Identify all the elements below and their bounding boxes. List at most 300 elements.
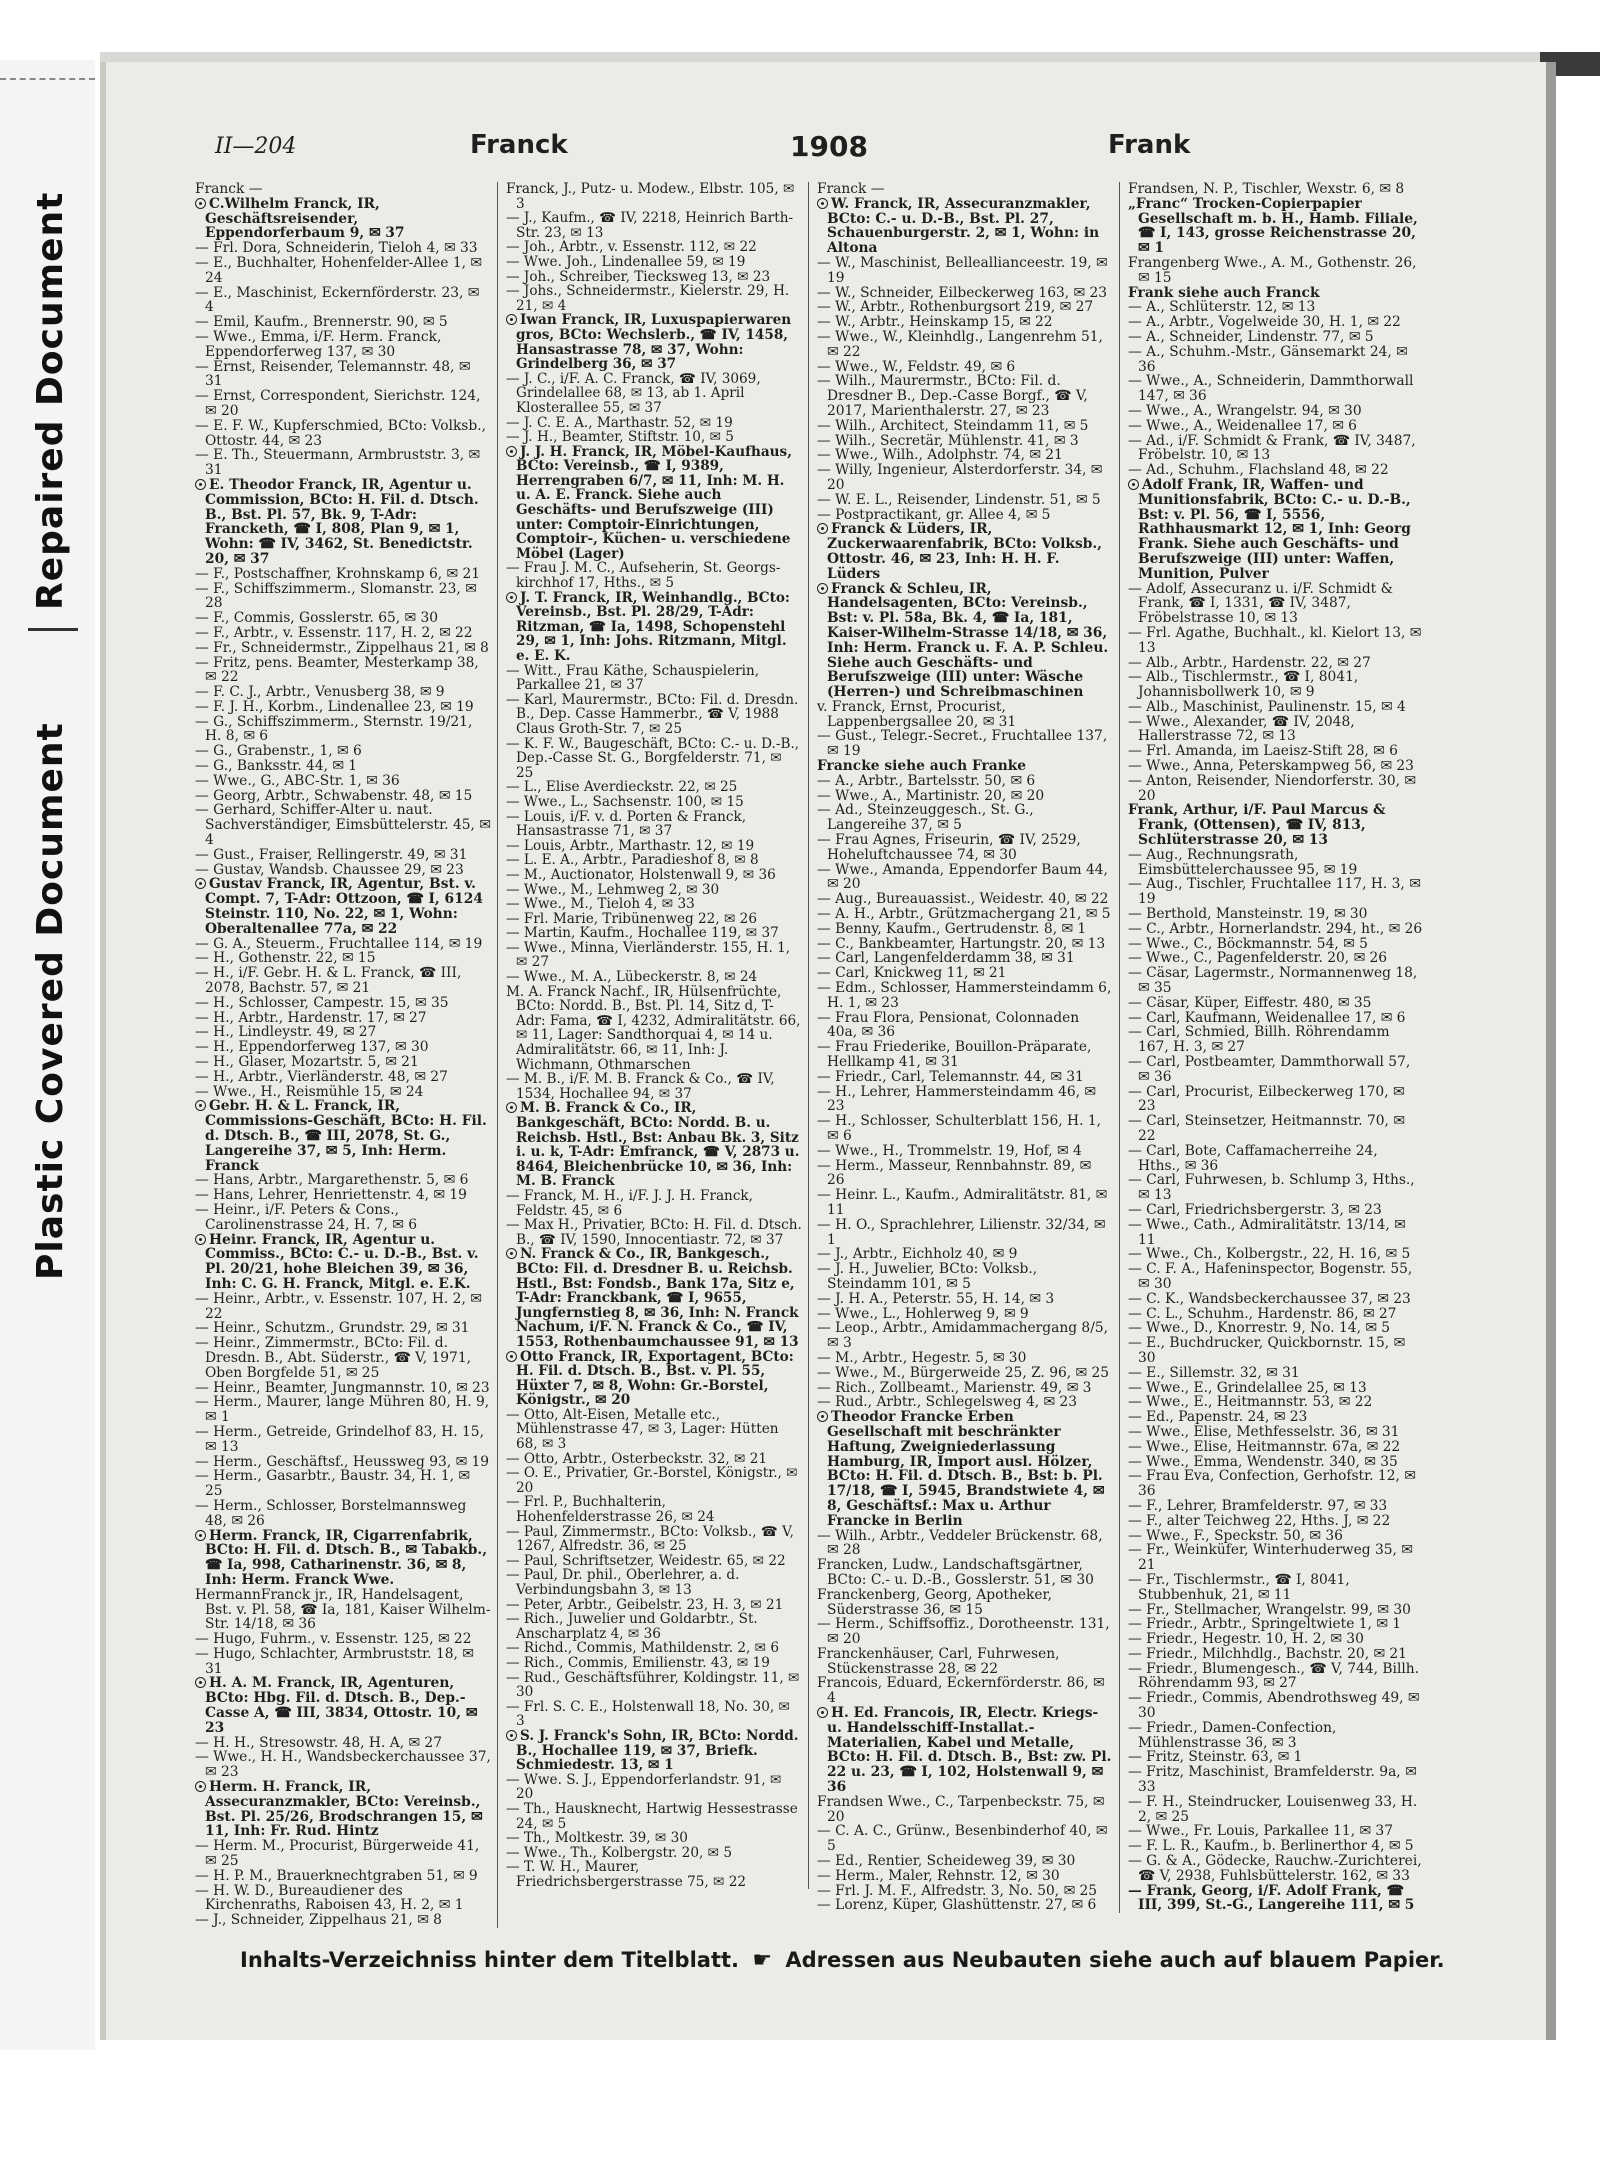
entry-text: — Frl. P., Buchhalterin, Hohenfelderstrasse 26, ✉ 24 <box>506 1495 715 1525</box>
directory-entry <box>506 1846 802 1861</box>
directory-entry <box>817 1262 1113 1292</box>
entry-text: — Carl, Postbeamter, Dammthorwall 57, ✉ 36 <box>1128 1055 1411 1085</box>
entry-text: — W. E. L., Reisender, Lindenstr. 51, ✉ 5 <box>817 492 1101 508</box>
entry-text: — Karl, Maurermstr., BCto: Fil. d. Dresdn. B., Dep. Casse Hammerbr., ☎ V, 1988 Claus Groth-Str. 7, ✉ 25 <box>506 692 799 737</box>
directory-entry <box>195 286 491 316</box>
entry-text: — Rud., Geschäftsführer, Koldingstr. 11, ✉ 30 <box>506 1670 800 1700</box>
entry-text: — H., Schlosser, Schulterblatt 156, H. 1, ✉ 6 <box>817 1114 1102 1144</box>
directory-entry <box>195 1395 491 1425</box>
directory-entry <box>1128 197 1424 256</box>
directory-entry <box>817 360 1113 375</box>
entry-text: — H. W. D., Bureaudiener des Kirchenraths, Raboisen 43, H. 2, ✉ 1 <box>195 1883 464 1914</box>
directory-entry <box>195 1469 491 1499</box>
entry-text: — Th., Hausknecht, Hartwig Hessestrasse 24, ✉ 5 <box>506 1801 798 1832</box>
entry-text: — W., Arbtr., Rothenburgsort 219, ✉ 27 <box>817 300 1094 316</box>
directory-entry <box>1128 1203 1424 1218</box>
directory-entry <box>195 1632 491 1647</box>
directory-entry <box>1128 434 1424 464</box>
directory-entry <box>817 1824 1113 1854</box>
entry-text: — Frl. S. C. E., Holstenwall 18, No. 30, ✉ 3 <box>506 1699 790 1729</box>
directory-entry <box>1128 1114 1424 1144</box>
entry-text: — Carl, Steinsetzer, Heitmannstr. 70, ✉ 22 <box>1128 1114 1405 1144</box>
entry-text: — Wwe., Emma, i/F. Herm. Franck, Eppendorferweg 137, ✉ 30 <box>195 329 442 360</box>
entry-text: — H. H., Stresowstr. 48, H. A, ✉ 27 <box>195 1735 442 1751</box>
entry-text: W. Franck, IR, Assecuranzmakler, BCto: C.- u. D.-B., Bst. Pl. 27, Schauenburgerstr. 2, ✉ 1, Wohn: in Altona <box>827 196 1100 256</box>
directory-entry <box>817 1351 1113 1366</box>
entry-text: — Wwe., F., Speckstr. 50, ✉ 36 <box>1128 1528 1343 1544</box>
entry-text: HermannFranck jr., IR, Handelsagent, Bst. v. Pl. 58, ☎ Ia, 181, Kaiser Wilhelm-Str. 14/18, ✉ 36 <box>195 1587 491 1633</box>
entry-text: — Wwe., Ch., Kolbergstr., 22, H. 16, ✉ 5 <box>1128 1247 1411 1263</box>
directory-entry <box>817 1292 1113 1307</box>
directory-entry <box>817 1898 1113 1913</box>
entry-text: — J., Kaufm., ☎ IV, 2218, Heinrich Barth-Str. 23, ✉ 13 <box>506 211 794 241</box>
directory-entry <box>195 641 491 656</box>
directory-entry <box>817 729 1113 759</box>
entry-text: — Wwe., A., Weidenallee 17, ✉ 6 <box>1128 418 1357 434</box>
entry-text: — Frau Flora, Pensionat, Colonnaden 40a, ✉ 36 <box>817 1010 1080 1041</box>
directory-entry <box>195 937 491 952</box>
entry-text: Heinr. Franck, IR, Agentur u. Commiss., BCto: C.- u. D.-B., Bst. v. Pl. 20/21, hohe Bleichen 39, ✉ 36, Inh: C. G. H. Franck, Mitgl. e. E.K. <box>205 1232 479 1292</box>
directory-entry <box>506 591 802 664</box>
entry-text: — J. H., Beamter, Stiftstr. 10, ✉ 5 <box>506 430 734 445</box>
entry-text: Francois, Eduard, Eckernförderstr. 86, ✉ 4 <box>817 1676 1105 1707</box>
entry-text: — Cäsar, Küper, Eiffestr. 480, ✉ 35 <box>1128 995 1372 1011</box>
entry-text: — Witt., Frau Käthe, Schauspielerin, Parkallee 21, ✉ 37 <box>506 663 760 693</box>
entry-text: — A., Schneider, Lindenstr. 77, ✉ 5 <box>1128 329 1374 345</box>
entry-text: — Carl, Schmied, Billh. Röhrendamm 167, H. 3, ✉ 27 <box>1128 1025 1390 1056</box>
directory-entry <box>817 508 1113 523</box>
directory-entry <box>817 330 1113 360</box>
directory-entry <box>1128 937 1424 952</box>
directory-entry <box>195 966 491 996</box>
entry-text: — F., Arbtr., v. Essenstr. 117, H. 2, ✉ 22 <box>195 625 473 641</box>
entry-text: — Otto, Alt-Eisen, Metalle etc., Mühlenstrasse 47, ✉ 3, Lager: Hütten 68, ✉ 3 <box>506 1407 779 1452</box>
directory-entry <box>817 1159 1113 1189</box>
directory-entry <box>195 241 491 256</box>
entry-text: — Rich., Zollbeamt., Marienstr. 49, ✉ 3 <box>817 1380 1092 1396</box>
directory-entry <box>1128 1455 1424 1470</box>
entry-text: — Fritz, pens. Beamter, Mesterkamp 38, ✉ 22 <box>195 655 479 686</box>
entry-text: — Wwe., A., Wrangelstr. 94, ✉ 30 <box>1128 403 1362 419</box>
entry-text: — Ad., Schuhm., Flachsland 48, ✉ 22 <box>1128 463 1389 478</box>
circle-bullet-icon <box>817 583 828 594</box>
directory-entry <box>817 774 1113 789</box>
entry-text: — F., Schiffszimmerm., Slomanstr. 23, ✉ 28 <box>195 581 477 612</box>
entry-text: — H., Gothenstr. 22, ✉ 15 <box>195 951 376 967</box>
entry-text: — H. P. M., Brauerknechtgraben 51, ✉ 9 <box>195 1868 478 1884</box>
entry-text: — Wwe., E., Grindelallee 25, ✉ 13 <box>1128 1380 1367 1396</box>
directory-entry <box>195 1233 491 1292</box>
entry-text: — Fritz, Steinstr. 63, ✉ 1 <box>1128 1750 1303 1766</box>
directory-entry <box>817 907 1113 922</box>
directory-entry <box>1128 744 1424 759</box>
directory-entry <box>506 430 802 445</box>
entry-text: — Carl, Kaufmann, Weidenallee 17, ✉ 6 <box>1128 1010 1406 1026</box>
directory-entry <box>506 1101 802 1189</box>
directory-entry <box>817 1040 1113 1070</box>
entry-text: — G. A., Steuerm., Fruchtallee 114, ✉ 19 <box>195 936 483 952</box>
directory-entry <box>817 286 1113 301</box>
entry-text: — H., Lehrer, Hammersteindamm 46, ✉ 23 <box>817 1084 1096 1115</box>
directory-entry <box>506 240 802 255</box>
directory-entry <box>195 1780 491 1839</box>
entry-text: — Wwe., Wilh., Adolphstr. 74, ✉ 21 <box>817 448 1063 464</box>
directory-entry <box>1128 877 1424 907</box>
directory-entry <box>195 1913 491 1928</box>
entry-text: — Frau Friederike, Bouillon-Präparate, Hellkamp 41, ✉ 31 <box>817 1040 1092 1070</box>
entry-text: — Carl, Procurist, Eilbeckerweg 170, ✉ 23 <box>1128 1084 1405 1115</box>
circle-bullet-icon <box>506 446 517 457</box>
entry-text: — W., Maschinist, Belleallianceestr. 19, ✉ 19 <box>817 255 1108 286</box>
entry-text: — Ed., Rentier, Scheideweg 39, ✉ 30 <box>817 1854 1076 1869</box>
entry-text: — Frl. Marie, Tribünenweg 22, ✉ 26 <box>506 911 757 927</box>
directory-entry <box>1128 345 1424 375</box>
entry-text: — Th., Moltkestr. 39, ✉ 30 <box>506 1831 688 1846</box>
entry-text: — Carl, Langenfelderdamm 38, ✉ 31 <box>817 951 1075 967</box>
directory-entry <box>1128 1617 1424 1632</box>
directory-entry <box>1128 286 1424 301</box>
directory-entry <box>506 780 802 795</box>
entry-text: N. Franck & Co., IR, Bankgesch., BCto: Fil. d. Dresdner B. u. Reichsb. Hstl., Bst: Fondsb., Bank 17a, Sitz e, T-Adr: Franckbank, ☎ I, 9655, Jungfernstieg 8, ✉ 36, Inh: N. Franck Nachum, i/F. N. Franck & Co., ☎ IV, 1553, Rothenbaumchaussee 91, ✉ 13 <box>516 1247 799 1350</box>
entry-text: — L., Elise Averdieckstr. 22, ✉ 25 <box>506 780 738 795</box>
circle-bullet-icon <box>506 1102 517 1113</box>
directory-entry <box>195 1336 491 1380</box>
directory-entry <box>506 211 802 240</box>
entry-text: — H., Arbtr., Hardenstr. 17, ✉ 27 <box>195 1010 427 1026</box>
directory-entry <box>195 330 491 360</box>
directory-entry <box>195 685 491 700</box>
entry-text: — F. L. R., Kaufm., b. Berlinerthor 4, ✉ 5 <box>1128 1839 1414 1855</box>
entry-text: — Postpractikant, gr. Allee 4, ✉ 5 <box>817 507 1051 523</box>
directory-entry <box>1128 1499 1424 1514</box>
entry-text: — Richd., Commis, Mathildenstr. 2, ✉ 6 <box>506 1641 780 1656</box>
directory-entry <box>817 1854 1113 1869</box>
entry-text: — H., Schlosser, Campestr. 15, ✉ 35 <box>195 995 449 1011</box>
entry-text: M. B. Franck & Co., IR, Bankgeschäft, BCto: Nordd. B. u. Reichsb. Hstl., Bst: Anbau Bk. 3, Sitz i. u. k, T-Adr: Emfranck, ☎ V, 2873 u. 8464, Bleichenbrücke 10, ✉ 36, Inh: M. B. Franck <box>516 1101 800 1189</box>
entry-text: — Carl, Friedrichsbergerstr. 3, ✉ 23 <box>1128 1202 1382 1218</box>
directory-entry <box>817 1558 1113 1588</box>
directory-entry <box>506 810 802 839</box>
circle-bullet-icon <box>506 592 517 603</box>
entry-text: — F., alter Teichweg 22, Hths. J, ✉ 22 <box>1128 1513 1391 1529</box>
entry-text: — A., Schlüterstr. 12, ✉ 13 <box>1128 300 1316 316</box>
directory-entry <box>817 981 1113 1011</box>
directory-entry <box>1128 1543 1424 1573</box>
directory-entry <box>1128 1854 1424 1884</box>
circle-bullet-icon <box>817 1707 828 1718</box>
directory-entry <box>1128 700 1424 715</box>
directory-entry <box>195 1750 491 1780</box>
entry-text: — Cäsar, Lagermstr., Normannenweg 18, ✉ 35 <box>1128 966 1418 996</box>
directory-entry <box>817 522 1113 581</box>
directory-entry <box>195 1085 491 1100</box>
directory-entry <box>1128 463 1424 478</box>
directory-entry <box>195 1455 491 1470</box>
entry-text: — Ad., i/F. Schmidt & Frank, ☎ IV, 3487, Fröbelstr. 10, ✉ 13 <box>1128 433 1416 464</box>
directory-entry <box>195 803 491 847</box>
entry-text: Franckenhäuser, Carl, Fuhrwesen, Stückenstrasse 28, ✉ 22 <box>817 1646 1060 1677</box>
directory-entry <box>1128 256 1424 286</box>
entry-text: — Fr., Stellmacher, Wrangelstr. 99, ✉ 30 <box>1128 1602 1411 1618</box>
entry-text: Herm. H. Franck, IR, Assecuranzmakler, BCto: Vereinsb., Bst. Pl. 25/26, Brodschrangen 15, ✉ 11, Inh: Fr. Rud. Hintz <box>205 1780 483 1840</box>
directory-entry <box>1128 996 1424 1011</box>
entry-text: — H., Glaser, Mozartstr. 5, ✉ 21 <box>195 1055 419 1070</box>
directory-entry <box>195 256 491 286</box>
entry-text: — F. C. J., Arbtr., Venusberg 38, ✉ 9 <box>195 685 445 700</box>
directory-entry <box>195 389 491 419</box>
entry-text: — Herm., Maurer, lange Mühren 80, H. 9, ✉ 1 <box>195 1395 490 1425</box>
entry-text: — Wwe., A., Schneiderin, Dammthorwall 147, ✉ 36 <box>1128 374 1414 404</box>
entry-text: — C. K., Wandsbeckerchaussee 37, ✉ 23 <box>1128 1291 1411 1307</box>
directory-entry <box>195 197 491 241</box>
entry-text: — Ed., Papenstr. 24, ✉ 23 <box>1128 1410 1308 1425</box>
entry-text: — Paul, Zimmermstr., BCto: Volksb., ☎ V, 1267, Alfredstr. 36, ✉ 25 <box>506 1524 794 1554</box>
directory-entry <box>506 941 802 970</box>
entry-text: — Paul, Dr. phil., Oberlehrer, a. d. Verbindungsbahn 3, ✉ 13 <box>506 1568 740 1598</box>
directory-entry <box>817 256 1113 286</box>
entry-text: — Alb., Maschinist, Paulinenstr. 15, ✉ 4 <box>1128 699 1406 715</box>
entry-text: Frangenberg Wwe., A. M., Gothenstr. 26, ✉ 15 <box>1128 255 1417 286</box>
plastic-covered-label: Plastic Covered Document <box>30 722 71 1280</box>
entry-text: — Berthold, Mansteinstr. 19, ✉ 30 <box>1128 907 1368 922</box>
entry-text: — Heinr., Arbtr., v. Essenstr. 107, H. 2, ✉ 22 <box>195 1291 482 1322</box>
directory-entry <box>1128 1750 1424 1765</box>
directory-entry <box>195 656 491 686</box>
entry-text: — Wwe., Cath., Admiralitätstr. 13/14, ✉ 11 <box>1128 1217 1406 1248</box>
directory-entry <box>1128 1055 1424 1085</box>
directory-entry <box>1128 907 1424 922</box>
directory-entry <box>506 182 802 211</box>
entry-text: — Friedr., Hegestr. 10, H. 2, ✉ 30 <box>1128 1632 1364 1647</box>
entry-text: Franckenberg, Georg, Apotheker, Süderstrasse 36, ✉ 15 <box>817 1587 1052 1618</box>
header-left-word: Franck <box>470 130 568 160</box>
directory-entry <box>195 1588 491 1632</box>
entry-text: — Frau Agnes, Friseurin, ☎ IV, 2529, Hoheluftchaussee 74, ✉ 30 <box>817 833 1081 863</box>
entry-text: Franck — <box>195 182 263 197</box>
entry-text: Franck & Lüders, IR, Zuckerwaarenfabrik, BCto: Volksb., Ottostr. 46, ✉ 23, Inh: H. H. F. Lüders <box>827 522 1102 582</box>
directory-entry <box>195 1869 491 1884</box>
entry-text: — C., Arbtr., Hornerlandstr. 294, ht., ✉ 26 <box>1128 921 1423 937</box>
entry-text: — J. C., i/F. A. C. Franck, ☎ IV, 3069, Grindelallee 68, ✉ 13, ab 1. April Klosterallee 55, ✉ 37 <box>506 371 761 416</box>
directory-entry <box>1128 1144 1424 1174</box>
directory-entry <box>817 434 1113 449</box>
entry-text: — Friedr., Blumengesch., ☎ V, 744, Billh. Röhrendamm 93, ✉ 27 <box>1128 1661 1420 1692</box>
entry-text: — Ernst, Correspondent, Sierichstr. 124, ✉ 20 <box>195 389 481 419</box>
entry-text: — Wwe., M., Tieloh 4, ✉ 33 <box>506 897 695 912</box>
entry-text: — Anton, Reisender, Niendorferstr. 30, ✉ 20 <box>1128 773 1416 804</box>
entry-text: — A. H., Arbtr., Grützmachergang 21, ✉ 5 <box>817 907 1111 922</box>
entry-text: Herm. Franck, IR, Cigarrenfabrik, BCto: H. Fil. d. Dtsch. B., ✉ Tabakb., ☎ Ia, 998, Catharinenstr. 36, ✉ 8, Inh: Herm. Franck Wwe. <box>205 1528 488 1588</box>
entry-text: — Herm., Schiffsoffiz., Dorotheenstr. 131, ✉ 20 <box>817 1617 1110 1647</box>
page-footer <box>240 1948 1445 1973</box>
directory-entry <box>817 1676 1113 1706</box>
directory-entry <box>506 1860 802 1889</box>
entry-text: — E. F. W., Kupferschmied, BCto: Volksb., Ottostr. 44, ✉ 23 <box>195 418 486 449</box>
entry-text: — Wwe., L., Hohlerweg 9, ✉ 9 <box>817 1306 1029 1322</box>
directory-entry <box>1128 330 1424 345</box>
entry-text: — Emil, Kaufm., Brennerstr. 90, ✉ 5 <box>195 315 448 330</box>
directory-entry <box>1128 1603 1424 1618</box>
directory-entry <box>817 1188 1113 1218</box>
circle-bullet-icon <box>195 1530 206 1541</box>
entry-text: — Wwe. Joh., Lindenallee 59, ✉ 19 <box>506 254 746 270</box>
entry-text: — Wwe., H. H., Wandsbeckerchaussee 37, ✉ 23 <box>195 1750 491 1781</box>
column-2 <box>506 182 802 1889</box>
directory-entry <box>506 1802 802 1831</box>
directory-entry <box>817 789 1113 804</box>
entry-text: — Herm., Getreide, Grindelhof 83, H. 15, ✉ 13 <box>195 1424 484 1455</box>
entry-text: Frandsen, N. P., Tischler, Wexstr. 6, ✉ 8 <box>1128 182 1405 197</box>
entry-text: — Wwe., E., Heitmannstr. 53, ✉ 22 <box>1128 1395 1373 1411</box>
directory-entry <box>506 284 802 313</box>
entry-text: — Wwe., Amanda, Eppendorfer Baum 44, ✉ 20 <box>817 862 1108 893</box>
directory-entry <box>1128 951 1424 966</box>
directory-entry <box>506 1452 802 1467</box>
directory-entry <box>817 1247 1113 1262</box>
entry-text: — Aug., Rechnungsrath, Eimsbüttelerchaussee 95, ✉ 19 <box>1128 847 1358 878</box>
directory-entry <box>506 1612 802 1641</box>
column-3 <box>817 182 1113 1913</box>
directory-entry <box>1128 848 1424 878</box>
directory-entry <box>506 912 802 927</box>
directory-entry <box>817 1588 1113 1618</box>
entry-text: — E., Buchhalter, Hohenfelder-Allee 1, ✉ 24 <box>195 255 482 286</box>
entry-text: — Frank, Georg, i/F. Adolf Frank, ☎ III, 399, St.-G., Langereihe 111, ✉ 5 <box>1128 1883 1415 1914</box>
directory-entry <box>195 478 491 567</box>
entry-text: E. Theodor Franck, IR, Agentur u. Commission, BCto: H. Fil. d. Dtsch. B., Bst. Pl. 57, Bk. 9, T-Adr: Francketh, ☎ I, 808, Plan 9, ✉ 1, Wohn: ☎ IV, 3462, St. Benedictstr. 20, ✉ 37 <box>205 477 479 567</box>
entry-text: — Herm. M., Procurist, Bürgerweide 41, ✉ 25 <box>195 1839 480 1869</box>
directory-entry <box>817 937 1113 952</box>
directory-entry <box>1128 1307 1424 1322</box>
circle-bullet-icon <box>506 1248 517 1259</box>
directory-entry <box>195 1055 491 1070</box>
entry-text: — Friedr., Carl, Telemannstr. 44, ✉ 31 <box>817 1069 1084 1085</box>
directory-entry <box>1128 1366 1424 1381</box>
entry-text: — F., Commis, Gosslerstr. 65, ✉ 30 <box>195 611 439 626</box>
directory-entry <box>195 759 491 774</box>
entry-text: — C. A. C., Grünw., Besenbinderhof 40, ✉ 5 <box>817 1824 1108 1855</box>
directory-entry <box>817 300 1113 315</box>
directory-entry <box>506 1350 802 1408</box>
entry-text: — Wwe., G., ABC-Str. 1, ✉ 36 <box>195 773 400 789</box>
entry-text: H. A. M. Franck, IR, Agenturen, BCto: Hbg. Fil. d. Dtsch. B., Dep.-Casse A, ☎ III, 3834, Ottostr. 10, ✉ 23 <box>205 1676 478 1736</box>
directory-entry <box>817 1706 1113 1795</box>
entry-text: — Wwe., D., Knorrestr. 9, No. 14, ✉ 5 <box>1128 1321 1391 1337</box>
directory-entry <box>506 1189 802 1218</box>
directory-entry <box>817 1529 1113 1559</box>
directory-entry <box>506 1554 802 1569</box>
directory-entry <box>506 255 802 270</box>
directory-entry <box>817 1114 1113 1144</box>
directory-entry <box>817 759 1113 774</box>
directory-entry <box>195 1676 491 1735</box>
directory-entry <box>1128 1573 1424 1603</box>
directory-entry <box>506 1773 802 1802</box>
directory-entry <box>817 966 1113 981</box>
entry-text: — Wwe., Anna, Peterskampweg 56, ✉ 23 <box>1128 759 1414 774</box>
entry-text: — Wwe., C., Böckmannstr. 54, ✉ 5 <box>1128 936 1368 952</box>
directory-entry <box>506 664 802 693</box>
directory-entry <box>506 693 802 737</box>
directory-entry <box>817 419 1113 434</box>
entry-text: — Herm., Masseur, Rennbahnstr. 89, ✉ 26 <box>817 1158 1092 1189</box>
directory-entry <box>1128 1381 1424 1396</box>
entry-text: — Joh., Schreiber, Tiecksweg 13, ✉ 23 <box>506 269 771 285</box>
directory-entry <box>506 445 802 562</box>
entry-text: — Heinr., i/F. Peters & Cons., Carolinenstrasse 24, H. 7, ✉ 6 <box>195 1202 418 1233</box>
directory-entry <box>1128 1632 1424 1647</box>
page-header <box>215 130 1425 170</box>
entry-text: — Wwe., Alexander, ☎ IV, 2048, Hallerstrasse 72, ✉ 13 <box>1128 714 1355 745</box>
directory-entry <box>195 863 491 878</box>
entry-text: — Herm., Schlosser, Borstelmannsweg 48, ✉ 26 <box>195 1498 467 1529</box>
entry-text: — Louis, i/F. v. d. Porten & Franck, Hansastrasse 71, ✉ 37 <box>506 809 747 839</box>
entry-text: Gustav Franck, IR, Agentur, Bst. v. Compt. 7, T-Adr: Ottzoon, ☎ I, 6124 Steinstr. 110, No. 22, ✉ 1, Wohn: Oberaltenallee 77a, ✉ 22 <box>205 877 483 937</box>
footer-right-note: Adressen aus Neubauten siehe auch auf blauem Papier. <box>785 1948 1445 1972</box>
circle-bullet-icon <box>195 479 206 490</box>
entry-text: — Rich., Juwelier und Goldarbtr., St. Anscharplatz 4, ✉ 36 <box>506 1612 758 1642</box>
entry-text: — J., Arbtr., Eichholz 40, ✉ 9 <box>817 1247 1018 1263</box>
directory-entry <box>506 985 802 1073</box>
page-number: II—204 <box>215 134 297 159</box>
entry-text: — G. & A., Gödecke, Rauchw.-Zurichterei, ☎ V, 2938, Fuhlsbüttelerstr. 162, ✉ 33 <box>1128 1854 1422 1884</box>
entry-text: — Rich., Commis, Emilienstr. 43, ✉ 19 <box>506 1655 770 1671</box>
entry-text: — T. W. H., Maurer, Friedrichsbergerstrasse 75, ✉ 22 <box>506 1860 747 1890</box>
directory-entry <box>817 582 1113 700</box>
entry-text: — Hans, Lehrer, Henriettenstr. 4, ✉ 19 <box>195 1188 467 1203</box>
entry-text: — Wwe., Elise, Heitmannstr. 67a, ✉ 22 <box>1128 1439 1401 1455</box>
circle-bullet-icon <box>195 1677 206 1688</box>
entry-text: — Gust., Telegr.-Secret., Fruchtallee 137, ✉ 19 <box>817 729 1108 760</box>
entry-text: — Frl. Dora, Schneiderin, Tieloh 4, ✉ 33 <box>195 241 478 256</box>
directory-entry <box>817 922 1113 937</box>
directory-entry <box>195 1188 491 1203</box>
directory-entry <box>1128 182 1424 197</box>
entry-text: Adolf Frank, IR, Waffen- und Munitionsfabrik, BCto: C.- u. D.-B., Bst: v. Pl. 56, ☎ I, 5556, Rathhausmarkt 12, ✉ 1, Inh: Georg Frank. Siehe auch Geschäfts- und Berufszweige (III) unter: Waffen, Munition, Pulver <box>1138 477 1411 582</box>
directory-entry <box>506 853 802 868</box>
entry-text: — Friedr., Arbtr., Springeltwiete 1, ✉ 1 <box>1128 1617 1402 1633</box>
entry-text: — H., Arbtr., Vierländerstr. 48, ✉ 27 <box>195 1069 448 1085</box>
directory-entry <box>1128 1662 1424 1692</box>
directory-entry <box>506 868 802 883</box>
entry-text: — Georg, Arbtr., Schwabenstr. 48, ✉ 15 <box>195 788 473 804</box>
directory-entry <box>506 1072 802 1101</box>
directory-entry <box>506 926 802 941</box>
directory-entry <box>1128 1469 1424 1499</box>
directory-entry <box>817 1869 1113 1884</box>
directory-entry <box>1128 1529 1424 1544</box>
entry-text: — Otto, Arbtr., Osterbeckstr. 32, ✉ 21 <box>506 1451 768 1467</box>
directory-entry <box>1128 626 1424 656</box>
entry-text: — Franck, M. H., i/F. J. J. H. Franck, Feldstr. 45, ✉ 6 <box>506 1188 753 1219</box>
entry-text: — Wwe., W., Feldstr. 49, ✉ 6 <box>817 359 1016 375</box>
entry-text: — Leop., Arbtr., Amidammachergang 8/5, ✉ 3 <box>817 1321 1109 1351</box>
directory-entry <box>506 1641 802 1656</box>
directory-entry <box>1128 419 1424 434</box>
entry-text: — Wwe., M., Bürgerweide 25, Z. 96, ✉ 25 <box>817 1365 1110 1381</box>
entry-text: — Hugo, Fuhrm., v. Essenstr. 125, ✉ 22 <box>195 1632 472 1647</box>
entry-text: — Ernst, Reisender, Telemannstr. 48, ✉ 31 <box>195 359 471 390</box>
entry-text: — Alb., Tischlermstr., ☎ I, 8041, Johannisbollwerk 10, ✉ 9 <box>1128 670 1359 700</box>
directory-entry <box>1128 715 1424 745</box>
entry-text: Francke siehe auch Franke <box>817 759 1027 774</box>
repaired-document-label: Repaired Document <box>30 191 71 610</box>
entry-text: — Heinr., Schutzm., Grundstr. 29, ✉ 31 <box>195 1321 470 1337</box>
directory-entry <box>1128 300 1424 315</box>
entry-text: — Wilh., Arbtr., Veddeler Brückenstr. 68, ✉ 28 <box>817 1528 1103 1559</box>
directory-entry <box>195 1647 491 1677</box>
entry-text: — L. E. A., Arbtr., Paradieshof 8, ✉ 8 <box>506 853 759 868</box>
